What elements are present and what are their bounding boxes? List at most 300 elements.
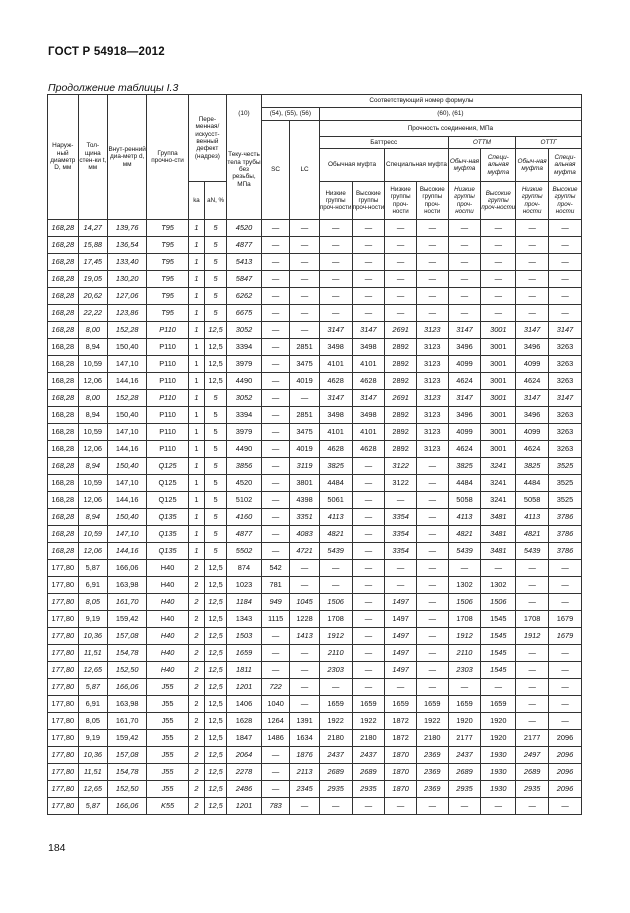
table-cell: — (549, 271, 582, 288)
table-cell: — (448, 220, 481, 237)
table-row (48, 237, 582, 254)
table-cell: 2 (188, 798, 204, 815)
table-cell: 147,10 (108, 356, 147, 373)
table-cell: 2437 (319, 747, 352, 764)
table-cell: 1201 (227, 679, 262, 696)
table-cell: 2180 (416, 730, 448, 747)
table-cell: H40 (147, 662, 188, 679)
table-cell: 12,5 (205, 764, 227, 781)
table-cell: 2 (188, 577, 204, 594)
table-cell: — (516, 560, 549, 577)
table-cell: 161,70 (108, 594, 147, 611)
table-cell: 3123 (416, 339, 448, 356)
table-cell: 2935 (319, 781, 352, 798)
table-cell: 3786 (549, 543, 582, 560)
table-cell: 4101 (319, 424, 352, 441)
table-cell: 5061 (319, 492, 352, 509)
table-cell: 2497 (516, 747, 549, 764)
table-cell: H40 (147, 645, 188, 662)
table-cell: — (549, 594, 582, 611)
table-cell: 4520 (227, 475, 262, 492)
table-cell: 12,5 (205, 628, 227, 645)
table-row (48, 662, 582, 679)
table-cell: — (448, 271, 481, 288)
table-cell: 3123 (416, 441, 448, 458)
table-cell: 3147 (352, 390, 385, 407)
table-cell: 12,5 (205, 747, 227, 764)
table-cell: 12,5 (205, 373, 227, 390)
table-cell: J55 (147, 696, 188, 713)
table-cell: 4101 (319, 356, 352, 373)
table-cell: — (319, 220, 352, 237)
table-cell: 4490 (227, 441, 262, 458)
table-cell: — (481, 254, 516, 271)
table-cell: — (352, 662, 385, 679)
table-cell: 5 (205, 220, 227, 237)
table-cell: 10,36 (78, 747, 107, 764)
table-cell: 168,28 (48, 441, 79, 458)
table-cell: — (549, 220, 582, 237)
table-cell: 1264 (261, 713, 289, 730)
table-cell: 4877 (227, 237, 262, 254)
table-cell: 3241 (481, 492, 516, 509)
table-cell: 1497 (385, 628, 417, 645)
table-row (48, 509, 582, 526)
table-cell: 874 (227, 560, 262, 577)
table-cell: 177,80 (48, 645, 79, 662)
table-cell: 177,80 (48, 781, 79, 798)
table-cell: 136,54 (108, 237, 147, 254)
table-cell: 1 (188, 373, 204, 390)
table-cell: 154,78 (108, 645, 147, 662)
table-cell: Q125 (147, 458, 188, 475)
table-cell: 1 (188, 356, 204, 373)
table-cell: 3263 (549, 441, 582, 458)
table-row (48, 781, 582, 798)
table-cell: 12,5 (205, 594, 227, 611)
table-cell: 144,16 (108, 543, 147, 560)
table-cell: 4624 (448, 373, 481, 390)
table-cell: — (416, 628, 448, 645)
table-cell: 2689 (516, 764, 549, 781)
table-cell: 1503 (227, 628, 262, 645)
joint-strength-header: Прочность соединения, МПа (319, 121, 581, 137)
table-row (48, 628, 582, 645)
table-cell: 3052 (227, 322, 262, 339)
table-cell: 3001 (481, 339, 516, 356)
table-cell: 3001 (481, 441, 516, 458)
table-cell: 1708 (319, 611, 352, 628)
table-cell: 1 (188, 220, 204, 237)
table-cell: — (416, 220, 448, 237)
table-cell: 2437 (448, 747, 481, 764)
table-cell: 3498 (319, 407, 352, 424)
table-cell: 1184 (227, 594, 262, 611)
table-cell: 2689 (319, 764, 352, 781)
buttress-special: Специальная муфта (385, 149, 448, 182)
table-cell: 150,40 (108, 458, 147, 475)
table-cell: 1302 (481, 577, 516, 594)
table-cell: 1545 (481, 611, 516, 628)
table-row (48, 560, 582, 577)
table-cell: — (416, 611, 448, 628)
table-row (48, 356, 582, 373)
table-cell: 1 (188, 288, 204, 305)
table-cell: — (261, 492, 289, 509)
table-cell: 2689 (448, 764, 481, 781)
table-cell: — (261, 271, 289, 288)
table-cell: 147,10 (108, 526, 147, 543)
ottg-header: ОТТГ (516, 137, 582, 149)
table-cell: — (416, 492, 448, 509)
table-cell: 3394 (227, 407, 262, 424)
table-cell: 2935 (516, 781, 549, 798)
table-cell: 10,59 (78, 526, 107, 543)
table-cell: 4101 (352, 356, 385, 373)
table-row (48, 747, 582, 764)
table-cell: — (448, 560, 481, 577)
table-cell: — (481, 679, 516, 696)
table-cell: 168,28 (48, 390, 79, 407)
table-cell: 144,16 (108, 492, 147, 509)
table-cell: 2 (188, 594, 204, 611)
ottg-regular: Обыч-ная муфта (516, 149, 549, 182)
table-cell: — (516, 798, 549, 815)
table-cell: 5439 (319, 543, 352, 560)
table-cell: — (352, 628, 385, 645)
table-row (48, 594, 582, 611)
table-cell: J55 (147, 764, 188, 781)
table-cell: 3525 (549, 492, 582, 509)
table-cell: — (385, 254, 417, 271)
table-cell: 3123 (416, 373, 448, 390)
table-cell: 3496 (516, 339, 549, 356)
col-inner-diameter: Внут-ренний диа-метр d, мм (108, 95, 147, 220)
table-cell: 177,80 (48, 662, 79, 679)
table-cell: — (516, 713, 549, 730)
table-cell: 12,5 (205, 577, 227, 594)
table-cell: T95 (147, 237, 188, 254)
table-cell: — (481, 560, 516, 577)
table-cell: — (481, 237, 516, 254)
table-cell: 177,80 (48, 764, 79, 781)
table-cell: 1876 (290, 747, 319, 764)
table-cell: — (416, 543, 448, 560)
table-cell: 1920 (481, 730, 516, 747)
table-cell: 1872 (385, 730, 417, 747)
table-cell: — (416, 577, 448, 594)
table-row (48, 424, 582, 441)
table-cell: 1 (188, 339, 204, 356)
table-cell: T95 (147, 220, 188, 237)
table-cell: 1 (188, 458, 204, 475)
table-row (48, 305, 582, 322)
table-cell: 2096 (549, 781, 582, 798)
table-cell: 4484 (516, 475, 549, 492)
table-cell: 4099 (448, 356, 481, 373)
table-cell: 168,28 (48, 373, 79, 390)
table-row (48, 679, 582, 696)
table-cell: 3525 (549, 458, 582, 475)
table-cell: J55 (147, 713, 188, 730)
table-cell: 4628 (352, 373, 385, 390)
table-cell: 3123 (416, 322, 448, 339)
table-cell: 2096 (549, 730, 582, 747)
table-cell: 1920 (481, 713, 516, 730)
table-cell: 12,06 (78, 492, 107, 509)
table-row (48, 339, 582, 356)
table-cell: 2 (188, 747, 204, 764)
table-cell: 2 (188, 628, 204, 645)
table-cell: 12,06 (78, 543, 107, 560)
table-row (48, 611, 582, 628)
table-cell: H40 (147, 628, 188, 645)
table-cell: — (290, 305, 319, 322)
table-cell: J55 (147, 747, 188, 764)
table-cell: 5 (205, 390, 227, 407)
table-cell: — (481, 220, 516, 237)
table-cell: — (261, 747, 289, 764)
table-cell: 1708 (448, 611, 481, 628)
table-cell: 1497 (385, 594, 417, 611)
table-row (48, 798, 582, 815)
table-cell: — (416, 645, 448, 662)
table-cell: 2177 (516, 730, 549, 747)
data-table (47, 94, 582, 815)
table-cell: P110 (147, 441, 188, 458)
table-cell: — (290, 254, 319, 271)
table-cell: — (481, 271, 516, 288)
table-cell: 3147 (516, 322, 549, 339)
table-cell: 3979 (227, 424, 262, 441)
table-cell: 3241 (481, 475, 516, 492)
table-cell: — (319, 798, 352, 815)
table-cell: — (516, 594, 549, 611)
table-cell: 168,28 (48, 237, 79, 254)
table-cell: Q135 (147, 526, 188, 543)
table-cell: 11,51 (78, 764, 107, 781)
table-cell: 4721 (290, 543, 319, 560)
table-cell: 4821 (448, 526, 481, 543)
table-cell: 8,94 (78, 339, 107, 356)
table-cell: 2278 (227, 764, 262, 781)
table-row (48, 492, 582, 509)
table-cell: 3052 (227, 390, 262, 407)
table-cell: 1659 (416, 696, 448, 713)
table-cell: 177,80 (48, 628, 79, 645)
table-cell: 783 (261, 798, 289, 815)
table-cell: — (261, 305, 289, 322)
table-cell: — (549, 662, 582, 679)
table-cell: 2110 (448, 645, 481, 662)
table-cell: 3001 (481, 373, 516, 390)
table-cell: 1922 (319, 713, 352, 730)
table-cell: 1930 (481, 781, 516, 798)
table-cell: — (261, 373, 289, 390)
table-cell: 168,28 (48, 356, 79, 373)
table-cell: H40 (147, 560, 188, 577)
table-cell: 3825 (319, 458, 352, 475)
table-cell: 4628 (319, 373, 352, 390)
table-cell: 1870 (385, 747, 417, 764)
col-sc: SC (261, 121, 289, 220)
table-cell: — (319, 237, 352, 254)
table-cell: 12,5 (205, 696, 227, 713)
table-cell: 168,28 (48, 407, 79, 424)
table-cell: 5 (205, 492, 227, 509)
table-cell: — (352, 288, 385, 305)
table-cell: — (290, 322, 319, 339)
table-cell: 177,80 (48, 696, 79, 713)
table-cell: — (261, 339, 289, 356)
table-cell: 3147 (319, 390, 352, 407)
table-cell: — (261, 322, 289, 339)
table-cell: 8,00 (78, 390, 107, 407)
table-cell: 168,28 (48, 288, 79, 305)
table-cell: 2 (188, 713, 204, 730)
table-cell: 1 (188, 271, 204, 288)
table-cell: — (290, 662, 319, 679)
table-cell: 133,40 (108, 254, 147, 271)
table-cell: — (352, 526, 385, 543)
table-cell: 12,5 (205, 713, 227, 730)
table-cell: 159,42 (108, 611, 147, 628)
table-cell: — (385, 679, 417, 696)
table-cell: — (416, 509, 448, 526)
table-cell: 177,80 (48, 798, 79, 815)
table-cell: 4398 (290, 492, 319, 509)
table-cell: 17,45 (78, 254, 107, 271)
col-lc: LC (290, 121, 319, 220)
table-cell: 3241 (481, 458, 516, 475)
table-cell: 12,06 (78, 441, 107, 458)
table-cell: 2 (188, 611, 204, 628)
table-cell: — (261, 288, 289, 305)
table-cell: 1302 (448, 577, 481, 594)
table-cell: 4484 (319, 475, 352, 492)
table-cell: 1506 (448, 594, 481, 611)
table-cell: 2064 (227, 747, 262, 764)
buttress-header: Баттресс (319, 137, 448, 149)
table-cell: — (516, 662, 549, 679)
table-cell: 3001 (481, 322, 516, 339)
table-cell: 3496 (516, 407, 549, 424)
table-cell: — (290, 645, 319, 662)
table-cell: 127,06 (108, 288, 147, 305)
table-cell: 1228 (290, 611, 319, 628)
ottg-low: Низкие группы проч-ности (516, 182, 549, 220)
table-row (48, 577, 582, 594)
table-cell: 4624 (516, 441, 549, 458)
table-cell: — (261, 475, 289, 492)
table-cell: 1497 (385, 611, 417, 628)
table-cell: — (549, 288, 582, 305)
table-cell: 1 (188, 509, 204, 526)
table-cell: 1040 (261, 696, 289, 713)
table-cell: — (319, 560, 352, 577)
table-cell: J55 (147, 730, 188, 747)
col-an: aN, % (205, 182, 227, 220)
table-cell: — (516, 645, 549, 662)
table-cell: 152,50 (108, 781, 147, 798)
ottm-high: Высокие группы проч-ности (481, 182, 516, 220)
table-cell: 1 (188, 305, 204, 322)
bt-reg-high: Высокие группы проч-ности (352, 182, 385, 220)
table-cell: — (416, 679, 448, 696)
table-cell: 10,59 (78, 356, 107, 373)
table-cell: 1930 (481, 747, 516, 764)
table-cell: — (261, 526, 289, 543)
table-cell: 3123 (416, 407, 448, 424)
table-cell: — (352, 611, 385, 628)
table-cell: — (319, 288, 352, 305)
table-cell: — (416, 594, 448, 611)
table-cell: J55 (147, 679, 188, 696)
table-cell: T95 (147, 254, 188, 271)
table-cell: 1870 (385, 764, 417, 781)
table-body (48, 220, 582, 815)
table-cell: — (549, 798, 582, 815)
table-cell: — (261, 407, 289, 424)
table-cell: 157,08 (108, 747, 147, 764)
table-cell: 3498 (319, 339, 352, 356)
table-cell: 12,65 (78, 781, 107, 798)
table-cell: — (352, 798, 385, 815)
table-cell: — (385, 271, 417, 288)
table-cell: 150,40 (108, 509, 147, 526)
table-row (48, 288, 582, 305)
table-cell: — (549, 560, 582, 577)
table-cell: 3801 (290, 475, 319, 492)
table-cell: 3122 (385, 475, 417, 492)
table-cell: 1922 (416, 713, 448, 730)
table-cell: — (481, 305, 516, 322)
table-cell: 1659 (385, 696, 417, 713)
table-cell: K55 (147, 798, 188, 815)
table-cell: 2892 (385, 339, 417, 356)
table-cell: — (448, 798, 481, 815)
table-cell: — (416, 271, 448, 288)
table-cell: 4484 (448, 475, 481, 492)
table-cell: H40 (147, 594, 188, 611)
table-cell: 1506 (319, 594, 352, 611)
table-cell: 5102 (227, 492, 262, 509)
table-cell: 5 (205, 458, 227, 475)
table-cell: 5413 (227, 254, 262, 271)
table-cell: 177,80 (48, 611, 79, 628)
table-cell: 722 (261, 679, 289, 696)
table-cell: 1708 (516, 611, 549, 628)
table-cell: 12,5 (205, 322, 227, 339)
table-cell: 4099 (516, 424, 549, 441)
table-cell: — (416, 560, 448, 577)
table-row (48, 458, 582, 475)
table-cell: 168,28 (48, 526, 79, 543)
table-cell: 10,36 (78, 628, 107, 645)
table-cell: 3354 (385, 526, 417, 543)
standard-title: ГОСТ Р 54918—2012 (48, 46, 165, 58)
table-cell: 3119 (290, 458, 319, 475)
table-cell: 1912 (516, 628, 549, 645)
bt-spec-high: Высокие группы проч-ности (416, 182, 448, 220)
table-cell: 3825 (516, 458, 549, 475)
table-row (48, 373, 582, 390)
table-row (48, 390, 582, 407)
table-cell: 150,40 (108, 407, 147, 424)
table-cell: — (416, 798, 448, 815)
table-cell: — (290, 560, 319, 577)
table-cell: 1912 (319, 628, 352, 645)
